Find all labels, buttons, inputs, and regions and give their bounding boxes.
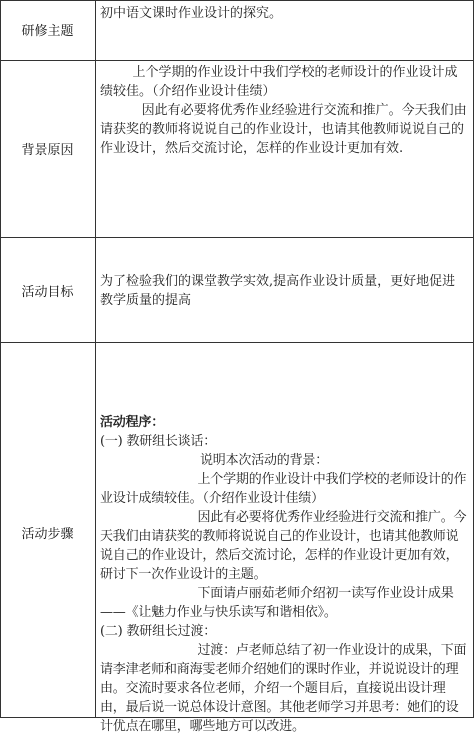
steps-paragraph: 过渡：卢老师总结了初一作业设计的成果，下面请李津老师和商海雯老师介绍她们的课时作业，并说说设计的理由。交流时要求各位老师，介绍一个题目后，直接说出设计理由，最后说一说总体设计意图。其他老师学习并思考：她们的设计优点在哪里，哪些地方可以改进。 [100, 643, 467, 734]
topic-text: 初中语文课时作业设计的探究。 [100, 6, 283, 21]
row-content-goal [100, 272, 468, 310]
row-label-background: 背景原因 [21, 143, 74, 158]
row-divider [0, 342, 474, 343]
steps-paragraph: 因此有必要将优秀作业经验进行交流和推广。今天我们由请获奖的教师将说说自己的作业设计，也请其他教师说说自己的作业设计，然后交流讨论，怎样的作业设计更加有效，研讨下一次作业设计的主题。 [100, 510, 467, 582]
row-content-steps [100, 413, 468, 736]
steps-paragraph: 上个学期的作业设计中我们学校的老师设计的作业设计成绩较佳。（介绍作业设计佳绩） [100, 472, 467, 506]
background-paragraph: 上个学期的作业设计中我们学校的老师设计的作业设计成绩较佳。（介绍作业设计佳绩） [100, 65, 458, 99]
row-content-topic [100, 4, 468, 23]
steps-paragraph: 下面请卢丽茹老师介绍初一读写作业设计成果——《让魅力作业与快乐读写和谐相依》。 [100, 586, 454, 620]
steps-line: 说明本次活动的背景： [200, 453, 329, 468]
row-content-background [100, 63, 468, 158]
row-label-steps: 活动步骤 [21, 527, 74, 542]
steps-section-title: (二) 教研组长过渡： [100, 624, 217, 639]
row-label-goal: 活动目标 [21, 285, 74, 300]
steps-heading: 活动程序： [100, 415, 165, 430]
row-label-topic: 研修主题 [21, 24, 74, 39]
column-divider [95, 0, 96, 718]
row-divider [0, 237, 474, 238]
row-divider [0, 60, 474, 61]
goal-text: 为了检验我们的课堂教学实效,提高作业设计质量，更好地促进教学质量的提高 [100, 274, 456, 308]
table-border-left [0, 0, 1, 718]
background-paragraph: 因此有必要将优秀作业经验进行交流和推广。今天我们由请获奖的教师将说说自己的作业设计，也请其他教师说说自己的作业设计，然后交流讨论，怎样的作业设计更加有效. [100, 103, 467, 156]
steps-section-title: (一) 教研组长谈话： [100, 434, 217, 449]
table-border-top [0, 0, 474, 1]
